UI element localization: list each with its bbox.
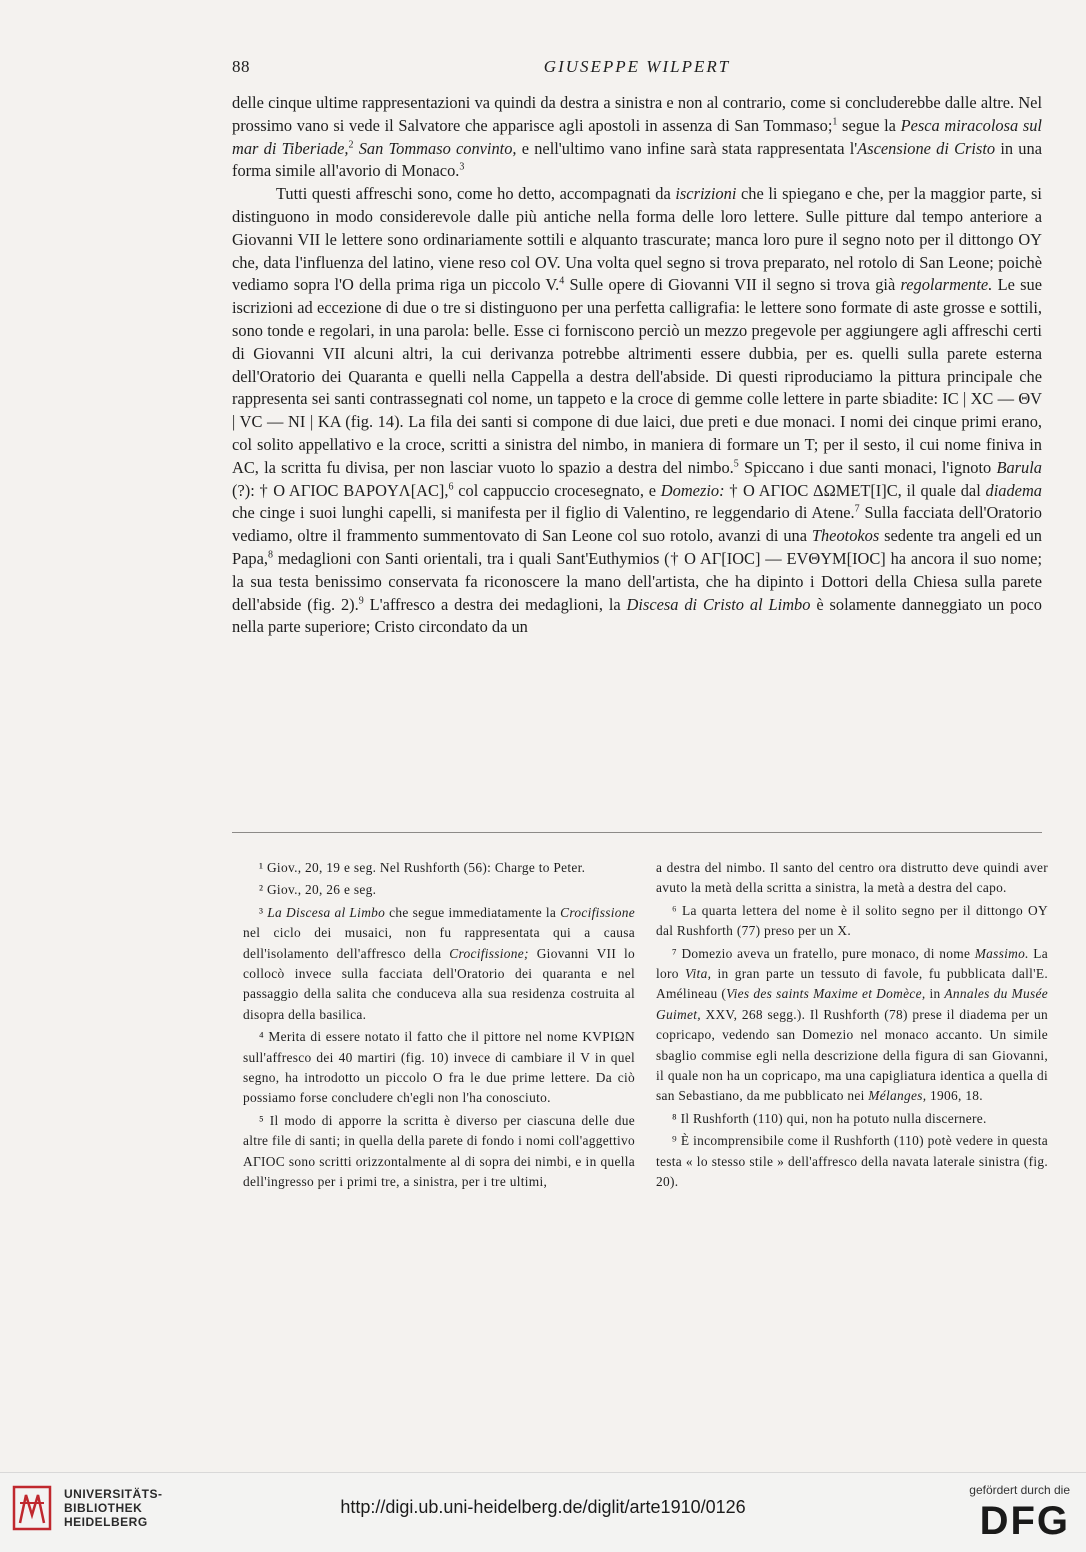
footnote-5: ⁵ Il modo di apporre la scritta è diverso per ciascuna delle due altre file di santi; in quella della parete di fondo i nomi coll'aggettivo AΓIOC sono scritti orizzontalmente al di sopra dei nimbi, e in quella dell'ingresso per i primi tre, a sinistra, per i tre ultimi, <box>243 1112 635 1190</box>
text-run: ⁷ Domezio aveva un fratello, pure monaco, di nome <box>672 945 975 961</box>
text-run: medaglioni con Santi orientali, tra i quali Sant'Euthymios († O AΓ[IOC] — EVΘYM[IOC] ha ancora il suo nome; la sua testa benissimo conservata fa riconoscere la mano dell'artista, che ha dipinto i Dottori della Chiesa sulla parete dell'abside (fig. 2). <box>232 548 1042 614</box>
text-run: † O AΓIOC ΔΩMET[I]C, il quale dal <box>724 480 986 500</box>
footnote-ref-2[interactable]: 2 <box>348 139 354 151</box>
text-run: Giovanni VII lo collocò invece sulla facciata dell'Oratorio dei quaranta e nel passaggio della salita che conduceva alla sua residenza costruita al disopra della basilica. <box>243 945 635 1022</box>
italic-run: Discesa di Cristo al Limbo <box>626 594 811 614</box>
footnote-ref-5[interactable]: 5 <box>733 458 739 470</box>
footnote-ref-9[interactable]: 9 <box>358 595 364 607</box>
italic-run: Massimo. <box>974 945 1029 961</box>
italic-run: Pesca miracolosa sul mar di Tiberiade, <box>232 115 1042 158</box>
italic-run: Theotokos <box>811 526 880 546</box>
text-run: Le sue iscrizioni ad eccezione di due o tre si distinguono per una perfetta calligrafia: le lettere sono formate di aste grosse e sottili, sono tonde e regolari, in una parola: belle. Esse ci forniscono perciò un mezzo pregevole per aggiungere agli affreschi certi di Giovanni VII alcuni altri, la cui derivanza potrebbe altrimenti essere dubbia, per es. quelli sulla parete esterna dell'Oratorio dei Quaranta e quelli nella Cappella a destra dell'abside. Di questi riproduciamo la pittura principale che rappresenta sei santi contrassegnati col nome, un tappeto e la croce di gemme colle lettere in parte sbiadite: IC | XC — ΘV | VC — NI | KA (fig. 14). La fila dei santi si compone di due laici, due preti e due monaci. I nomi dei cinque primi erano, col solito appellativo e la croce, scritti a sinistra del nimbo, in maniera di formare un T; per il sesto, il cui nome finiva in AC, la scritta fu divisa, per non lasciar vuoto lo spazio a destra del nimbo. <box>232 275 1042 477</box>
footnote-8: ⁸ Il Rushforth (110) qui, non ha potuto nulla discernere. <box>672 1110 987 1126</box>
text-run: che cinge i suoi lunghi capelli, si manifesta per il figlio di Valentino, re leggendario di Atene. <box>232 503 855 523</box>
dfg-logo-icon[interactable]: DFG <box>979 1499 1070 1543</box>
footnote-ref-3[interactable]: 3 <box>459 161 465 173</box>
text-run: Sulla facciata dell'Oratorio vediamo, oltre il frammento summentovato di San Leone col suo rotolo, avanzi di una <box>232 503 1042 546</box>
text-run: che segue immediatamente la <box>385 904 561 920</box>
italic-run: Domezio: <box>660 480 725 500</box>
footnote-ref-7[interactable]: 7 <box>854 503 860 515</box>
footnote-5-continued: a destra del nimbo. Il santo del centro ora distrutto deve quindi aver avuto la metà della scritta a sinistra, la metà a destra del capo. <box>656 860 1048 896</box>
text-run: ³ <box>259 904 268 920</box>
italic-run: Ascensione di Cristo <box>857 138 996 158</box>
footnote-2: ² Giov., 20, 26 e seg. <box>259 882 377 898</box>
viewer-footer <box>0 1472 1086 1552</box>
text-run: è solamente danneggiato un poco nella parte superiore; Cristo circondato da un <box>232 594 1042 637</box>
text-run: Spiccano i due santi monaci, l'ignoto <box>738 457 997 477</box>
text-run: Sulle opere di Giovanni VII il segno si trova già <box>564 275 901 295</box>
paragraph-2 <box>232 183 1042 639</box>
library-name-line: HEIDELBERG <box>64 1515 148 1529</box>
text-run: La loro <box>656 945 1048 982</box>
footnote-7 <box>656 944 1048 1107</box>
footnote-1: ¹ Giov., 20, 19 e seg. Nel Rushforth (56): Charge to Peter. <box>259 860 586 875</box>
text-run: in <box>925 986 945 1002</box>
italic-run: La Discesa al Limbo <box>267 904 386 920</box>
text-run: sedente tra angeli ed un Papa, <box>232 526 1042 568</box>
italic-run: Mélanges, <box>868 1088 927 1104</box>
library-name-line: BIBLIOTHEK <box>64 1501 143 1515</box>
permalink-url[interactable]: http://digi.ub.uni-heidelberg.de/diglit/arte1910/0126 <box>340 1497 746 1517</box>
footnote-ref-1[interactable]: 1 <box>832 116 838 128</box>
footnote-4: ⁴ Merita di essere notato il fatto che il pittore nel nome KVPIΩN sull'affresco dei 40 martiri (fig. 10) invece di cambiare il V in quel segno, ha introdotto un piccolo O fra le due prime lettere. Da ciò possiamo forse concludere ch'egli non l'ha conosciuto. <box>243 1029 635 1106</box>
page-number: 88 <box>232 57 250 76</box>
italic-run: regolarmente. <box>900 275 993 295</box>
running-title: GIUSEPPE WILPERT <box>543 57 731 76</box>
text-run: che li spiegano e che, per la maggior parte, si distinguono in modo considerevole dalle più antiche nella forma delle loro lettere. Sulle pitture dal tempo anteriore a Giovanni VII le lettere sono ordinariamente sottili e alquanto trascurate; manca loro pure il segno noto per il dittongo OY che, data l'influenza del latino, viene reso col OV. Una volta quel segno si trova preparato, nel rotolo di San Leone; poichè vediamo sopra l'O della prima riga un piccolo V. <box>232 184 1042 295</box>
text-run: L'affresco a destra dei medaglioni, la <box>363 594 627 614</box>
text-run: XXV, 268 segg.). Il Rushforth (78) prese il diadema per un copricapo, vedendo san Domezio nel monaco accanto. Un simile sbaglio commise egli nella descrizione della figura di san Giovanni, il quale non ha un copricapo, ma una capigliatura identica a quella di san Sebastiano, da me pubblicato nei <box>656 1006 1048 1104</box>
footnotes-right-column <box>656 858 1048 1195</box>
text-run: delle cinque ultime rappresentazioni va quindi da destra a sinistra e non al contrario, come si concluderebbe dalle altre. Nel prossimo vano si vede il Salvatore che apparisce agli apostoli in assenza di San Tommaso; <box>232 93 1042 135</box>
library-name-line: UNIVERSITÄTS- <box>64 1487 163 1501</box>
text-run: nel ciclo dei musaici, non fu rappresentata qui a causa dell'isolamento dell'affresco della <box>243 925 635 961</box>
footnote-3 <box>243 903 635 1025</box>
footnote-ref-8[interactable]: 8 <box>267 549 273 561</box>
text-run: segue la <box>837 115 901 135</box>
italic-run: Vita, <box>685 966 712 982</box>
text-run: col cappuccio crocesegnato, e <box>453 480 661 500</box>
footnote-ref-6[interactable]: 6 <box>448 481 454 493</box>
main-text <box>232 92 1042 639</box>
footnote-divider <box>232 832 1042 833</box>
italic-run: Annales du Musée Guimet, <box>656 986 1049 1022</box>
italic-run: Vies des saints Maxime et Domèce, <box>726 986 926 1002</box>
text-run: in gran parte un tessuto di favole, fu pubblicata dall'E. Amélineau ( <box>656 966 1048 1002</box>
text-run: in una forma simile all'avorio di Monaco. <box>232 138 1042 181</box>
footnote-6: ⁶ La quarta lettera del nome è il solito segno per il dittongo OY dal Rushforth (77) preso per un X. <box>656 902 1048 939</box>
funding-note: gefördert durch die <box>969 1483 1070 1497</box>
footnote-ref-4[interactable]: 4 <box>559 275 565 287</box>
text-run: (?): † O AΓIOC BAPOYΛ[AC], <box>232 480 449 500</box>
text-run: Tutti questi affreschi sono, come ho detto, accompagnati da <box>276 184 676 204</box>
paragraph-1 <box>232 92 1042 183</box>
text-run: e nell'ultimo vano infine sarà stata rappresentata l' <box>516 138 858 158</box>
italic-run: diadema <box>985 480 1042 500</box>
footnote-9: ⁹ È incomprensibile come il Rushforth (110) potè vedere in questa testa « lo stesso stile » dell'affresco della navata laterale sinistra (fig. 20). <box>656 1133 1048 1190</box>
italic-run: Barula <box>996 457 1042 477</box>
italic-run: San Tommaso convinto, <box>358 138 517 158</box>
italic-run: Crocifissione <box>560 904 635 920</box>
italic-run: Crocifissione; <box>449 945 529 961</box>
page-header <box>232 57 1042 79</box>
text-run: 1906, 18. <box>926 1088 983 1104</box>
italic-run: iscrizioni <box>675 184 737 204</box>
footnotes-left-column <box>243 858 635 1195</box>
